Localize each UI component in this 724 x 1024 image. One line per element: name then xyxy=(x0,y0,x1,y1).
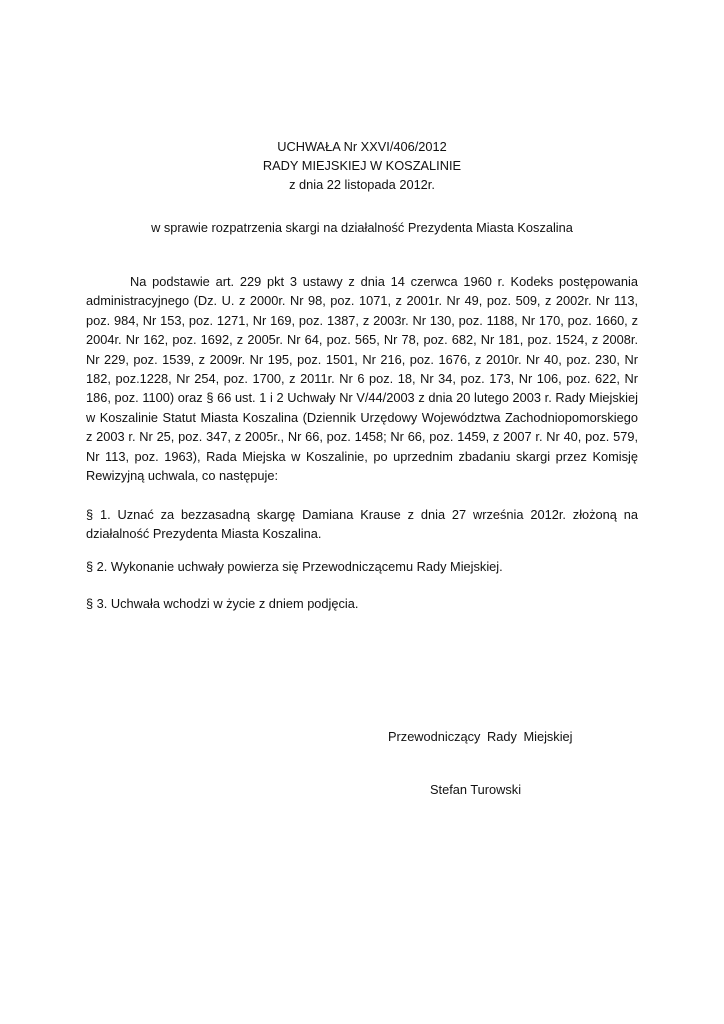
preamble-block xyxy=(86,272,638,485)
resolution-header xyxy=(0,137,724,194)
section-1: § 1. Uznać za bezzasadną skargę Damiana Krause z dnia 27 września 2012r. złożoną na działalność Prezydenta Miasta Koszalina. xyxy=(86,507,638,542)
resolution-number: UCHWAŁA Nr XXVI/406/2012 xyxy=(277,139,447,154)
section-3: § 3. Uchwała wchodzi w życie z dniem podjęcia. xyxy=(86,596,359,611)
signatory-name: Stefan Turowski xyxy=(430,782,522,797)
resolution-date: z dnia 22 listopada 2012r. xyxy=(289,177,435,192)
signatory-title: Przewodniczący Rady Miejskiej xyxy=(388,729,573,744)
section-2: § 2. Wykonanie uchwały powierza się Przewodniczącemu Rady Miejskiej. xyxy=(86,559,503,574)
preamble-paragraph: Na podstawie art. 229 pkt 3 ustawy z dnia 14 czerwca 1960 r. Kodeks postępowania administracyjnego (Dz. U. z 2000r. Nr 98, poz. 1071, z 2001r. Nr 49, poz. 509, z 2002r. Nr 113, poz. 984, Nr 153, poz. 1271, Nr 169, poz. 1387, z 2003r. Nr 130, poz. 1188, Nr 170, poz. 1660, z 2004r. Nr 162, poz. 1692, z 2005r. Nr 64, poz. 565, Nr 78, poz. 682, Nr 181, poz. 1524, z 2008r. Nr 229, poz. 1539, z 2009r. Nr 195, poz. 1501, Nr 216, poz. 1676, z 2010r. Nr 40, poz. 230, Nr 182, poz.1228, Nr 254, poz. 1700, z 2011r. Nr 6 poz. 18, Nr 34, poz. 173, Nr 106, poz. 622, Nr 186, poz. 1100) oraz § 66 ust. 1 i 2 Uchwały Nr V/44/2003 z dnia 20 lutego 2003 r. Rady Miejskiej w Koszalinie Statut Miasta Koszalina (Dziennik Urzędowy Województwa Zachodniopomorskiego z 2003 r. Nr 25, poz. 347, z 2005r., Nr 66, poz. 1458; Nr 66, poz. 1459, z 2007 r. Nr 40, poz. 579, Nr 113, poz. 1963), Rada Miejska w Koszalinie, po uprzednim zbadaniu skargi przez Komisję Rewizyjną uchwala, co następuje: xyxy=(86,274,638,484)
resolution-subject: w sprawie rozpatrzenia skargi na działalność Prezydenta Miasta Koszalina xyxy=(151,220,573,235)
council-name: RADY MIEJSKIEJ W KOSZALINIE xyxy=(262,158,462,173)
